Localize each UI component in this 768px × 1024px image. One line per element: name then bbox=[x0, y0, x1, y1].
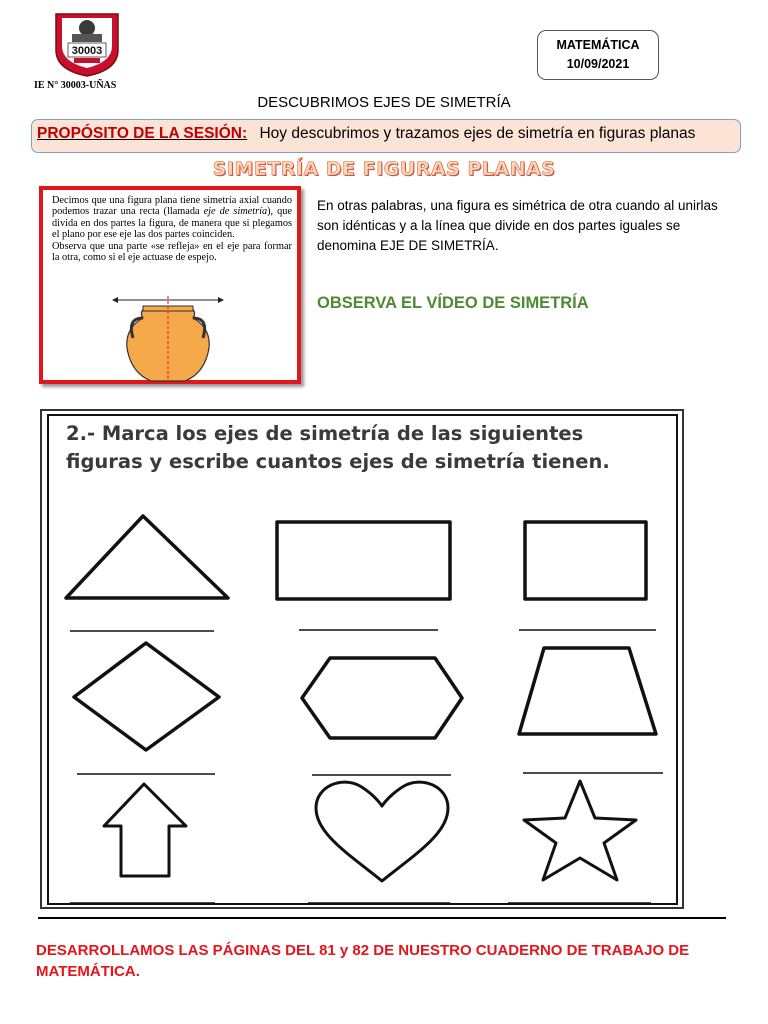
footer-note: DESARROLLAMOS LAS PÁGINAS DEL 81 y 82 DE NUESTRO CUADERNO DE TRABAJO DE MATEMÁTICA. bbox=[36, 942, 690, 980]
school-logo bbox=[52, 10, 122, 78]
subject-label: MATEMÁTICA bbox=[556, 38, 640, 52]
definition-paragraph-1 bbox=[52, 195, 292, 241]
horizontal-divider bbox=[38, 917, 726, 919]
school-name: IE N° 30003-UÑAS bbox=[34, 80, 117, 91]
explanation-paragraph: En otras palabras, una figura es simétrica de otra cuando al unirlas son idénticas y a la línea que divide en dos partes iguales se denomina EJE DE SIMETRÍA. bbox=[317, 198, 718, 253]
logo-number: 30003 bbox=[71, 45, 103, 57]
purpose-text: Hoy descubrimos y trazamos ejes de simetría en figuras planas bbox=[259, 125, 696, 142]
video-heading: OBSERVA EL VÍDEO DE SIMETRÍA bbox=[317, 294, 589, 312]
definition-p1-end: ), que divida en dos partes la figura, de manera que si plegamos el plano por ese eje las dos partes coinciden. bbox=[52, 206, 292, 241]
purpose-label: PROPÓSITO DE LA SESIÓN: bbox=[37, 125, 248, 142]
worksheet-instruction: 2.- Marca los ejes de simetría de las siguientes figuras y escribe cuantos ejes de simetría tienen. bbox=[66, 422, 610, 473]
purpose-bar bbox=[31, 119, 741, 153]
worksheet-inner-frame bbox=[47, 414, 678, 905]
vase-illustration bbox=[103, 288, 233, 383]
definition-p1-start: Decimos que una figura plana tiene simetría axial cuando podemos trazar una recta (llamada bbox=[52, 195, 292, 218]
date-label: 10/09/2021 bbox=[566, 57, 630, 71]
definition-box bbox=[39, 186, 301, 384]
subject-date-box bbox=[537, 30, 659, 80]
definition-text bbox=[52, 195, 292, 263]
section-heading: SIMETRÍA DE FIGURAS PLANAS bbox=[212, 158, 556, 180]
definition-paragraph-2: Observa que una parte «se refleja» en el eje para formar la otra, como si el eje actuase de espejo. bbox=[52, 240, 292, 264]
document-title: DESCUBRIMOS EJES DE SIMETRÍA bbox=[257, 94, 511, 111]
definition-emphasis: eje de simetría bbox=[203, 206, 268, 218]
